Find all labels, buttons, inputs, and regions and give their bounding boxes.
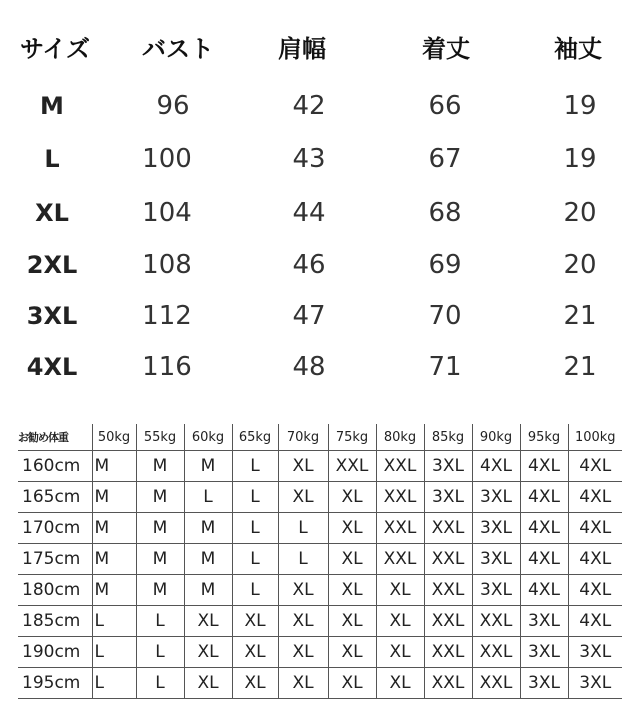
recommended-size: XL <box>376 575 424 606</box>
recommended-size: M <box>136 544 184 575</box>
recommended-size: XL <box>232 606 278 637</box>
length-value: 71 <box>428 352 462 382</box>
size-label: L <box>44 145 60 173</box>
recommended-size: 3XL <box>424 451 472 482</box>
recommended-size: L <box>92 606 136 637</box>
length-value: 69 <box>428 250 462 280</box>
length-value: 67 <box>428 144 462 174</box>
weight-header: 85kg <box>424 424 472 451</box>
recommended-size: XL <box>232 668 278 699</box>
recommended-size: L <box>232 513 278 544</box>
recommended-size: XXL <box>472 668 520 699</box>
table-row <box>18 451 622 482</box>
bust-value: 116 <box>142 352 192 382</box>
table-row <box>18 544 622 575</box>
height-label: 180cm <box>18 575 92 606</box>
recommended-size: L <box>92 637 136 668</box>
recommended-size: 3XL <box>472 482 520 513</box>
header-bust: バスト <box>142 34 214 63</box>
recommended-size: 3XL <box>568 668 622 699</box>
sleeve-value: 21 <box>563 352 597 382</box>
recommended-size: 4XL <box>568 575 622 606</box>
sleeve-value: 19 <box>563 91 597 121</box>
recommended-size: M <box>92 575 136 606</box>
bust-value: 112 <box>142 301 192 331</box>
recommended-size: L <box>232 451 278 482</box>
recommended-size: M <box>92 451 136 482</box>
weight-header: 80kg <box>376 424 424 451</box>
recommended-size: XXL <box>472 606 520 637</box>
shoulder-value: 43 <box>292 144 326 174</box>
recommended-size: XL <box>278 451 328 482</box>
recommended-size: 4XL <box>568 606 622 637</box>
height-label: 195cm <box>18 668 92 699</box>
height-label: 170cm <box>18 513 92 544</box>
recommended-size: L <box>136 637 184 668</box>
weight-header-row <box>18 424 622 451</box>
recommended-size: XXL <box>424 637 472 668</box>
shoulder-value: 44 <box>292 198 326 228</box>
size-label: 3XL <box>26 302 78 330</box>
recommended-size: 4XL <box>568 451 622 482</box>
recommended-size: 3XL <box>520 637 568 668</box>
weight-header: 60kg <box>184 424 232 451</box>
recommended-size: XL <box>278 637 328 668</box>
weight-header: 50kg <box>92 424 136 451</box>
recommended-size: 3XL <box>520 606 568 637</box>
table-row <box>18 606 622 637</box>
size-label: 2XL <box>26 251 78 279</box>
recommended-size: L <box>278 513 328 544</box>
recommended-size: 4XL <box>520 451 568 482</box>
shoulder-value: 46 <box>292 250 326 280</box>
recommended-size: 3XL <box>520 668 568 699</box>
bust-value: 100 <box>142 144 192 174</box>
table-row <box>18 575 622 606</box>
recommended-size: L <box>232 482 278 513</box>
weight-header: 100kg <box>568 424 622 451</box>
recommended-size: L <box>92 668 136 699</box>
weight-header: 90kg <box>472 424 520 451</box>
recommended-size: 3XL <box>568 637 622 668</box>
size-label: M <box>40 92 64 120</box>
length-value: 66 <box>428 91 462 121</box>
size-label: XL <box>35 199 69 227</box>
recommended-size: XL <box>184 668 232 699</box>
sleeve-value: 21 <box>563 301 597 331</box>
recommended-size: XL <box>328 606 376 637</box>
recommended-size: M <box>92 544 136 575</box>
table-row <box>18 637 622 668</box>
recommended-size: 4XL <box>520 482 568 513</box>
height-label: 160cm <box>18 451 92 482</box>
shoulder-value: 48 <box>292 352 326 382</box>
length-value: 68 <box>428 198 462 228</box>
recommended-size: 4XL <box>568 482 622 513</box>
recommended-size: XL <box>328 544 376 575</box>
sleeve-value: 20 <box>563 198 597 228</box>
recommended-size: 4XL <box>520 513 568 544</box>
height-label: 165cm <box>18 482 92 513</box>
weight-header: 70kg <box>278 424 328 451</box>
recommended-size: XL <box>328 482 376 513</box>
sleeve-value: 19 <box>563 144 597 174</box>
shoulder-value: 47 <box>292 301 326 331</box>
recommended-size: XXL <box>376 482 424 513</box>
recommended-size: XL <box>328 513 376 544</box>
recommended-size: 4XL <box>520 575 568 606</box>
weight-header: 75kg <box>328 424 376 451</box>
recommended-size: M <box>184 544 232 575</box>
recommended-size: XL <box>328 668 376 699</box>
recommended-size: L <box>278 544 328 575</box>
recommended-size: M <box>184 513 232 544</box>
recommended-size: XXL <box>424 606 472 637</box>
header-sleeve: 袖丈 <box>554 34 602 63</box>
recommended-size: XL <box>376 606 424 637</box>
weight-header: 95kg <box>520 424 568 451</box>
bust-value: 96 <box>156 91 190 121</box>
recommended-size: 4XL <box>520 544 568 575</box>
header-shoulder: 肩幅 <box>278 34 326 63</box>
recommended-size: XL <box>278 575 328 606</box>
recommended-size: M <box>184 451 232 482</box>
recommended-size: XL <box>278 606 328 637</box>
height-label: 175cm <box>18 544 92 575</box>
header-length: 着丈 <box>422 34 470 63</box>
recommendation-table <box>18 424 622 699</box>
size-label: 4XL <box>26 353 78 381</box>
recommended-size: XL <box>184 637 232 668</box>
sleeve-value: 20 <box>563 250 597 280</box>
recommended-size: 4XL <box>568 513 622 544</box>
recommended-size: L <box>232 575 278 606</box>
recommended-size: M <box>136 575 184 606</box>
bust-value: 108 <box>142 250 192 280</box>
recommended-size: 4XL <box>472 451 520 482</box>
recommended-size: 3XL <box>472 575 520 606</box>
recommended-size: 4XL <box>568 544 622 575</box>
recommended-size: L <box>136 668 184 699</box>
recommended-size: L <box>184 482 232 513</box>
height-label: 190cm <box>18 637 92 668</box>
recommended-size: M <box>136 482 184 513</box>
recommended-size: L <box>232 544 278 575</box>
recommended-size: 3XL <box>424 482 472 513</box>
recommended-size: XXL <box>424 668 472 699</box>
recommended-size: XL <box>328 575 376 606</box>
recommended-size: XXL <box>376 544 424 575</box>
recommended-size: M <box>92 513 136 544</box>
recommended-size: XL <box>278 668 328 699</box>
table-row <box>18 482 622 513</box>
recommended-size: M <box>184 575 232 606</box>
recommended-size: XXL <box>376 513 424 544</box>
recommended-size: M <box>92 482 136 513</box>
recommended-size: 3XL <box>472 544 520 575</box>
bust-value: 104 <box>142 198 192 228</box>
recommended-size: XXL <box>472 637 520 668</box>
recommended-size: M <box>136 513 184 544</box>
recommended-size: XXL <box>376 451 424 482</box>
recommended-size: XXL <box>424 544 472 575</box>
recommended-size: XXL <box>424 513 472 544</box>
recommended-size: XL <box>232 637 278 668</box>
shoulder-value: 42 <box>292 91 326 121</box>
recommended-size: XXL <box>328 451 376 482</box>
height-label: 185cm <box>18 606 92 637</box>
weight-header: 55kg <box>136 424 184 451</box>
recommended-size: XXL <box>424 575 472 606</box>
recommended-size: 3XL <box>472 513 520 544</box>
header-size: サイズ <box>19 34 91 63</box>
table-row <box>18 668 622 699</box>
table-row <box>18 513 622 544</box>
recommended-size: XL <box>376 668 424 699</box>
length-value: 70 <box>428 301 462 331</box>
weight-header: 65kg <box>232 424 278 451</box>
corner-label: お勧め体重 <box>18 424 92 451</box>
recommended-size: XL <box>376 637 424 668</box>
recommended-size: XL <box>278 482 328 513</box>
recommended-size: M <box>136 451 184 482</box>
recommended-size: L <box>136 606 184 637</box>
recommended-size: XL <box>328 637 376 668</box>
recommended-size: XL <box>184 606 232 637</box>
